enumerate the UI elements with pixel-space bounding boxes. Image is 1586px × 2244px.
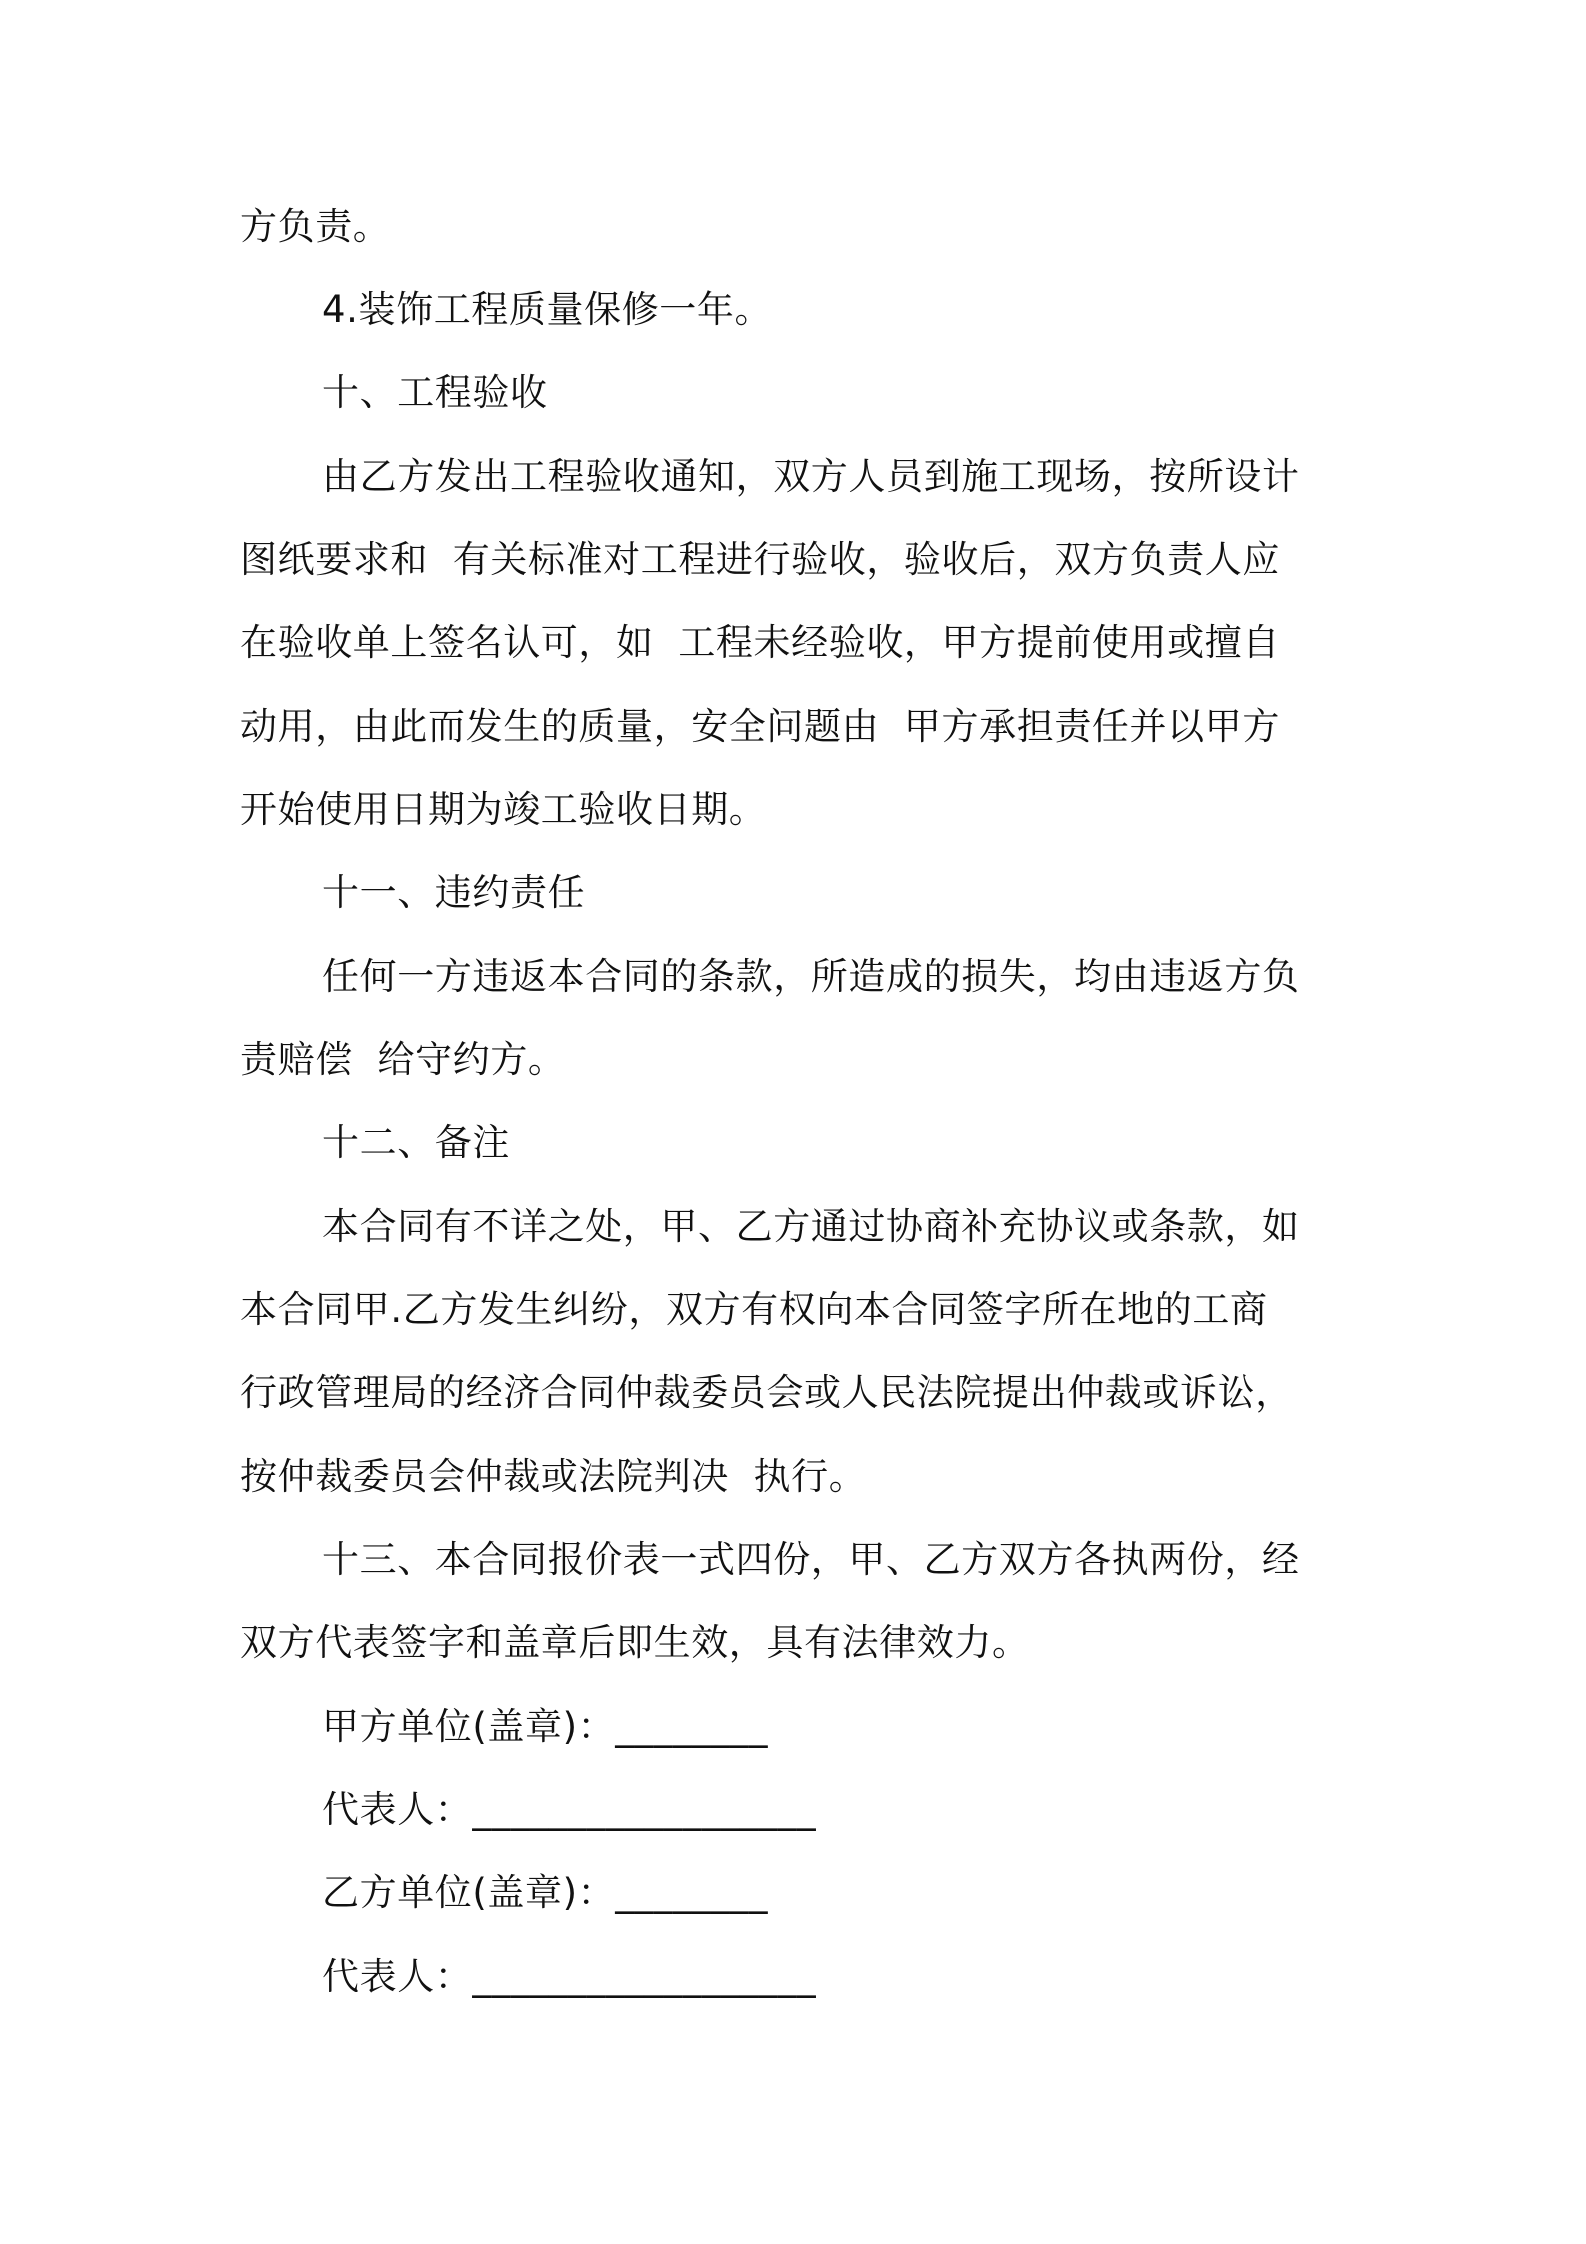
signature-party-a-unit: 甲方单位(盖章)：________	[322, 1705, 769, 1748]
section-heading: 十二、备注	[322, 1121, 510, 1164]
text-line: 4.装饰工程质量保修一年。	[322, 288, 773, 331]
text-line: 行政管理局的经济合同仲裁委员会或人民法院提出仲裁或诉讼，	[240, 1371, 1293, 1414]
text-line: 开始使用日期为竣工验收日期。	[240, 788, 767, 831]
text-line: 由乙方发出工程验收通知，双方人员到施工现场，按所设计	[322, 455, 1300, 498]
section-heading: 十一、违约责任	[322, 871, 586, 914]
text-line: 按仲裁委员会仲裁或法院判决 执行。	[240, 1455, 867, 1498]
signature-party-a-representative: 代表人：__________________	[322, 1788, 817, 1831]
signature-party-b-representative: 代表人：__________________	[322, 1955, 817, 1998]
text-line: 十三、本合同报价表一式四份，甲、乙方双方各执两份，经	[322, 1538, 1300, 1581]
signature-party-b-unit: 乙方单位(盖章)：________	[322, 1871, 769, 1914]
section-heading: 十、工程验收	[322, 371, 548, 414]
text-line: 在验收单上签名认可，如 工程未经验收，甲方提前使用或擅自	[240, 621, 1280, 664]
text-line: 责赔偿 给守约方。	[240, 1038, 566, 1081]
text-line: 图纸要求和 有关标准对工程进行验收，验收后，双方负责人应	[240, 538, 1280, 581]
text-line: 方负责。	[240, 205, 391, 248]
text-line: 本合同有不详之处，甲、乙方通过协商补充协议或条款，如	[322, 1205, 1300, 1248]
text-line: 双方代表签字和盖章后即生效，具有法律效力。	[240, 1621, 1030, 1664]
text-line: 动用，由此而发生的质量，安全问题由 甲方承担责任并以甲方	[240, 705, 1280, 748]
text-line: 本合同甲.乙方发生纠纷，双方有权向本合同签字所在地的工商	[240, 1288, 1268, 1331]
text-line: 任何一方违返本合同的条款，所造成的损失，均由违返方负	[322, 955, 1300, 998]
